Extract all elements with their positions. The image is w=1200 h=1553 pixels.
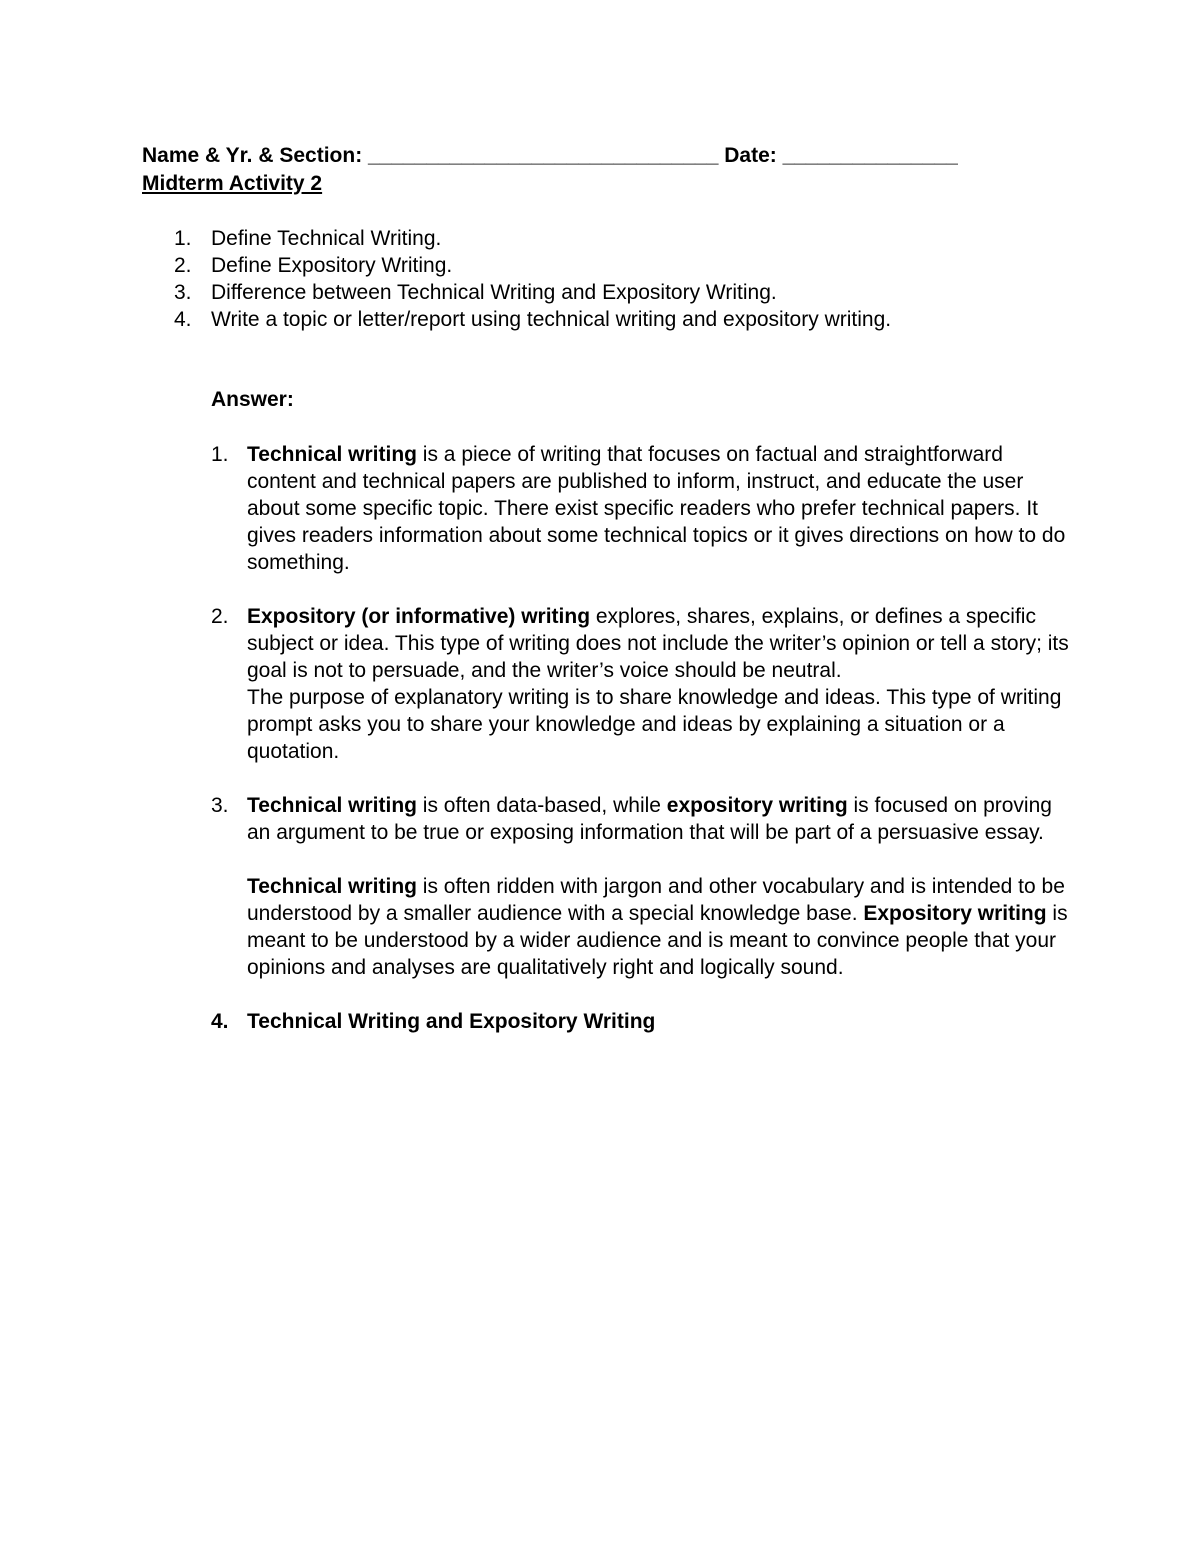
- answer-text: is focused on proving an argument to be true or exposing information that will be part of a persuasive essay.: [247, 794, 1052, 844]
- answer-item-2: [142, 603, 1072, 765]
- answer-text: is meant to be understood by a wider audience and is meant to convince people that your opinions and analyses are qualitatively right and logically sound.: [247, 902, 1068, 979]
- question-number: 1.: [174, 227, 192, 250]
- question-item: [142, 252, 1072, 279]
- answer-text: is often data-based, while: [416, 794, 667, 817]
- question-item: [142, 306, 1072, 333]
- question-item: [142, 225, 1072, 252]
- term-expository-writing: Expository (or informative) writing: [247, 605, 591, 628]
- activity-title: Midterm Activity 2: [142, 172, 323, 195]
- question-text: Define Expository Writing.: [211, 254, 453, 277]
- answer-text: is often ridden with jargon and other vocabulary and is intended to be understood by a smaller audience with a special knowledge base.: [247, 875, 1065, 925]
- answer-text: explores, shares, explains, or defines a specific subject or idea. This type of writing does not include the writer’s opinion or tell a story; its goal is not to persuade, and the writer’s voice should be neutral.: [247, 605, 1069, 682]
- answer-item-4: [142, 1008, 1072, 1035]
- question-number: 4.: [174, 308, 192, 331]
- answer-heading: Technical Writing and Expository Writing: [247, 1010, 656, 1033]
- question-item: [142, 279, 1072, 306]
- answer-label: Answer:: [211, 388, 294, 411]
- term-expository-writing: expository writing: [666, 794, 848, 817]
- question-list: [142, 225, 1072, 333]
- answer-number: 2.: [211, 605, 229, 628]
- question-text: Write a topic or letter/report using technical writing and expository writing.: [211, 308, 892, 331]
- name-section-date-line: Name & Yr. & Section: ______________________________ Date: _______________: [142, 144, 958, 167]
- answer-paragraph: [247, 441, 1072, 576]
- question-number: 2.: [174, 254, 192, 277]
- answer-paragraph: [247, 684, 1072, 765]
- answer-item-1: [142, 441, 1072, 576]
- answer-number: 1.: [211, 443, 229, 466]
- answer-number: 3.: [211, 794, 229, 817]
- term-technical-writing: Technical writing: [247, 875, 417, 898]
- answer-paragraph: [247, 603, 1072, 684]
- term-technical-writing: Technical writing: [247, 443, 417, 466]
- answer-list: [142, 441, 1072, 1035]
- answer-text: is a piece of writing that focuses on factual and straightforward content and technical papers are published to inform, instruct, and educate the user about some specific topic. There exist specific readers who prefer technical papers. It gives readers information about some technical topics or it gives directions on how to do something.: [247, 443, 1066, 574]
- document-page: [142, 142, 1072, 1062]
- question-text: Difference between Technical Writing and Expository Writing.: [211, 281, 777, 304]
- answer-paragraph: [247, 873, 1072, 981]
- answer-number: 4.: [211, 1010, 229, 1033]
- answer-item-3: [142, 792, 1072, 981]
- question-number: 3.: [174, 281, 192, 304]
- answer-text: The purpose of explanatory writing is to share knowledge and ideas. This type of writing prompt asks you to share your knowledge and ideas by explaining a situation or a quotation.: [247, 686, 1062, 763]
- question-text: Define Technical Writing.: [211, 227, 442, 250]
- term-technical-writing: Technical writing: [247, 794, 417, 817]
- answer-paragraph: [247, 792, 1072, 846]
- term-expository-writing: Expository writing: [863, 902, 1047, 925]
